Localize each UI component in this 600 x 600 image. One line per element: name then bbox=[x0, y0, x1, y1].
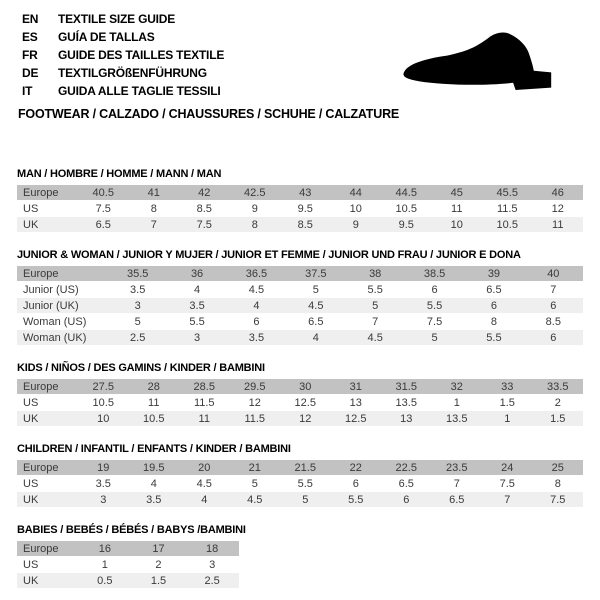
size-cell: 7.5 bbox=[179, 217, 230, 232]
size-cell: 27.5 bbox=[78, 379, 129, 394]
size-cell: 1 bbox=[78, 557, 132, 572]
size-cell: 5.5 bbox=[405, 298, 464, 313]
size-cell: 7 bbox=[129, 217, 180, 232]
size-cell: 8 bbox=[464, 314, 523, 329]
row-label: Woman (UK) bbox=[17, 330, 108, 345]
size-cell: 1.5 bbox=[482, 395, 533, 410]
size-cell: 45.5 bbox=[482, 185, 533, 200]
size-cell: 11.5 bbox=[179, 395, 230, 410]
size-cell: 36.5 bbox=[227, 266, 286, 281]
size-table-kids bbox=[17, 378, 583, 427]
size-cell: 5.5 bbox=[331, 492, 382, 507]
size-cell: 6 bbox=[524, 330, 583, 345]
size-table-man bbox=[17, 184, 583, 233]
size-cell: 19 bbox=[78, 460, 129, 475]
size-cell: 5 bbox=[405, 330, 464, 345]
size-cell: 0.5 bbox=[78, 573, 132, 588]
size-cell: 5 bbox=[108, 314, 167, 329]
row-label: US bbox=[17, 395, 78, 410]
row-label: US bbox=[17, 476, 78, 491]
section-title-kids: KIDS / NIÑOS / DES GAMINS / KINDER / BAMBINI bbox=[17, 362, 265, 374]
language-row-en bbox=[22, 10, 224, 28]
size-cell: 1.5 bbox=[132, 573, 186, 588]
row-label: Europe bbox=[17, 541, 78, 556]
size-cell: 1 bbox=[432, 395, 483, 410]
size-cell: 12.5 bbox=[280, 395, 331, 410]
size-cell: 4.5 bbox=[230, 492, 281, 507]
size-cell: 6.5 bbox=[286, 314, 345, 329]
size-table-babies bbox=[17, 540, 239, 589]
size-cell: 19.5 bbox=[129, 460, 180, 475]
size-cell: 6.5 bbox=[78, 217, 129, 232]
language-label: TEXTILE SIZE GUIDE bbox=[58, 12, 176, 26]
size-table-children bbox=[17, 459, 583, 508]
row-label: US bbox=[17, 557, 78, 572]
size-cell: 3 bbox=[108, 298, 167, 313]
table-row-junior-woman-2 bbox=[17, 298, 583, 313]
size-cell: 12 bbox=[230, 395, 281, 410]
size-cell: 4.5 bbox=[227, 282, 286, 297]
size-cell: 39 bbox=[464, 266, 523, 281]
size-cell: 8 bbox=[533, 476, 584, 491]
size-cell: 10 bbox=[78, 411, 129, 426]
size-table-section-kids bbox=[17, 362, 583, 427]
size-cell: 28 bbox=[129, 379, 180, 394]
size-cell: 9 bbox=[331, 217, 382, 232]
size-cell: 36 bbox=[167, 266, 226, 281]
size-cell: 4.5 bbox=[179, 476, 230, 491]
size-cell: 38 bbox=[346, 266, 405, 281]
size-cell: 21.5 bbox=[280, 460, 331, 475]
size-cell: 5.5 bbox=[346, 282, 405, 297]
size-cell: 3.5 bbox=[108, 282, 167, 297]
size-cell: 7.5 bbox=[482, 476, 533, 491]
size-cell: 7.5 bbox=[405, 314, 464, 329]
size-cell: 5.5 bbox=[167, 314, 226, 329]
row-label: UK bbox=[17, 573, 78, 588]
row-label: Woman (US) bbox=[17, 314, 108, 329]
size-cell: 6.5 bbox=[381, 476, 432, 491]
size-cell: 4.5 bbox=[346, 330, 405, 345]
size-cell: 31 bbox=[331, 379, 382, 394]
language-label: TEXTILGRÖßENFÜHRUNG bbox=[58, 66, 207, 80]
size-cell: 12 bbox=[280, 411, 331, 426]
table-row-babies-1 bbox=[17, 557, 239, 572]
section-title-man: MAN / HOMBRE / HOMME / MANN / MAN bbox=[17, 168, 222, 180]
size-cell: 8 bbox=[129, 201, 180, 216]
table-row-kids-0 bbox=[17, 379, 583, 394]
language-code: DE bbox=[22, 66, 39, 80]
language-row-de bbox=[22, 64, 224, 82]
size-cell: 9.5 bbox=[280, 201, 331, 216]
language-row-fr bbox=[22, 46, 224, 64]
size-cell: 2 bbox=[132, 557, 186, 572]
size-cell: 8.5 bbox=[280, 217, 331, 232]
size-table-section-junior-woman bbox=[17, 249, 583, 346]
section-title-children: CHILDREN / INFANTIL / ENFANTS / KINDER / BAMBINI bbox=[17, 443, 291, 455]
table-row-junior-woman-4 bbox=[17, 330, 583, 345]
size-cell: 23.5 bbox=[432, 460, 483, 475]
table-row-children-0 bbox=[17, 460, 583, 475]
size-cell: 12.5 bbox=[331, 411, 382, 426]
language-label: GUÍA DE TALLAS bbox=[58, 30, 155, 44]
table-row-children-2 bbox=[17, 492, 583, 507]
size-cell: 28.5 bbox=[179, 379, 230, 394]
size-cell: 44.5 bbox=[381, 185, 432, 200]
row-label: US bbox=[17, 201, 78, 216]
size-table-section-babies bbox=[17, 524, 583, 589]
size-cell: 30 bbox=[280, 379, 331, 394]
table-row-junior-woman-3 bbox=[17, 314, 583, 329]
size-cell: 11 bbox=[179, 411, 230, 426]
table-row-kids-2 bbox=[17, 411, 583, 426]
size-cell: 8 bbox=[230, 217, 281, 232]
section-title-junior-woman: JUNIOR & WOMAN / JUNIOR Y MUJER / JUNIOR ET FEMME / JUNIOR UND FRAU / JUNIOR E DONA bbox=[17, 249, 521, 261]
size-cell: 6.5 bbox=[464, 282, 523, 297]
size-cell: 5 bbox=[346, 298, 405, 313]
size-cell: 21 bbox=[230, 460, 281, 475]
language-row-es bbox=[22, 28, 224, 46]
size-cell: 3 bbox=[167, 330, 226, 345]
size-cell: 31.5 bbox=[381, 379, 432, 394]
table-row-man-2 bbox=[17, 217, 583, 232]
size-cell: 5 bbox=[280, 492, 331, 507]
size-cell: 3 bbox=[78, 492, 129, 507]
size-cell: 22.5 bbox=[381, 460, 432, 475]
size-table-section-children bbox=[17, 443, 583, 508]
size-cell: 13.5 bbox=[432, 411, 483, 426]
size-cell: 6 bbox=[524, 298, 583, 313]
size-cell: 4.5 bbox=[286, 298, 345, 313]
size-cell: 5.5 bbox=[464, 330, 523, 345]
size-cell: 17 bbox=[132, 541, 186, 556]
size-cell: 11.5 bbox=[230, 411, 281, 426]
language-label: GUIDE DES TAILLES TEXTILE bbox=[58, 48, 225, 62]
language-code: EN bbox=[22, 12, 39, 26]
size-cell: 10.5 bbox=[381, 201, 432, 216]
size-cell: 3.5 bbox=[129, 492, 180, 507]
size-cell: 5 bbox=[230, 476, 281, 491]
size-cell: 12 bbox=[533, 201, 584, 216]
table-row-junior-woman-0 bbox=[17, 266, 583, 281]
size-cell: 2 bbox=[533, 395, 584, 410]
size-cell: 40.5 bbox=[78, 185, 129, 200]
row-label: Europe bbox=[17, 379, 78, 394]
size-cell: 5.5 bbox=[280, 476, 331, 491]
size-cell: 1 bbox=[482, 411, 533, 426]
table-row-man-0 bbox=[17, 185, 583, 200]
row-label: UK bbox=[17, 217, 78, 232]
size-cell: 43 bbox=[280, 185, 331, 200]
size-cell: 10.5 bbox=[482, 217, 533, 232]
size-cell: 44 bbox=[331, 185, 382, 200]
size-cell: 33 bbox=[482, 379, 533, 394]
size-cell: 7 bbox=[346, 314, 405, 329]
size-cell: 4 bbox=[167, 282, 226, 297]
size-cell: 3.5 bbox=[227, 330, 286, 345]
size-cell: 32 bbox=[432, 379, 483, 394]
size-cell: 4 bbox=[227, 298, 286, 313]
row-label: Europe bbox=[17, 460, 78, 475]
table-row-babies-2 bbox=[17, 573, 239, 588]
size-cell: 40 bbox=[524, 266, 583, 281]
category-line: FOOTWEAR / CALZADO / CHAUSSURES / SCHUHE / CALZATURE bbox=[18, 107, 400, 121]
size-cell: 38.5 bbox=[405, 266, 464, 281]
size-cell: 25 bbox=[533, 460, 584, 475]
size-cell: 8.5 bbox=[179, 201, 230, 216]
size-cell: 3.5 bbox=[78, 476, 129, 491]
row-label: Junior (UK) bbox=[17, 298, 108, 313]
row-label: Europe bbox=[17, 185, 78, 200]
size-cell: 5 bbox=[286, 282, 345, 297]
size-cell: 2.5 bbox=[185, 573, 239, 588]
size-cell: 7.5 bbox=[78, 201, 129, 216]
table-row-children-1 bbox=[17, 476, 583, 491]
size-cell: 41 bbox=[129, 185, 180, 200]
section-title-babies: BABIES / BEBÉS / BÉBÉS / BABYS /BAMBINI bbox=[17, 524, 246, 536]
table-row-babies-0 bbox=[17, 541, 239, 556]
shoe-silhouette-path bbox=[403, 33, 551, 90]
size-cell: 6 bbox=[227, 314, 286, 329]
size-tables bbox=[17, 168, 583, 589]
size-cell: 10.5 bbox=[129, 411, 180, 426]
size-cell: 29.5 bbox=[230, 379, 281, 394]
size-cell: 46 bbox=[533, 185, 584, 200]
size-cell: 7.5 bbox=[533, 492, 584, 507]
size-cell: 7 bbox=[482, 492, 533, 507]
size-cell: 11 bbox=[533, 217, 584, 232]
size-table-junior-woman bbox=[17, 265, 583, 346]
size-cell: 4 bbox=[179, 492, 230, 507]
size-cell: 4 bbox=[286, 330, 345, 345]
size-cell: 3 bbox=[185, 557, 239, 572]
size-cell: 35.5 bbox=[108, 266, 167, 281]
size-cell: 13 bbox=[331, 395, 382, 410]
size-cell: 2.5 bbox=[108, 330, 167, 345]
language-code: ES bbox=[22, 30, 38, 44]
size-cell: 11.5 bbox=[482, 201, 533, 216]
size-cell: 7 bbox=[432, 476, 483, 491]
size-cell: 20 bbox=[179, 460, 230, 475]
size-cell: 37.5 bbox=[286, 266, 345, 281]
size-cell: 7 bbox=[524, 282, 583, 297]
language-code: IT bbox=[22, 84, 33, 98]
row-label: Europe bbox=[17, 266, 108, 281]
size-cell: 24 bbox=[482, 460, 533, 475]
size-cell: 6 bbox=[381, 492, 432, 507]
size-cell: 13 bbox=[381, 411, 432, 426]
language-row-it bbox=[22, 82, 224, 100]
size-cell: 6 bbox=[464, 298, 523, 313]
size-cell: 4 bbox=[129, 476, 180, 491]
size-cell: 6.5 bbox=[432, 492, 483, 507]
row-label: UK bbox=[17, 411, 78, 426]
size-cell: 9 bbox=[230, 201, 281, 216]
size-cell: 42 bbox=[179, 185, 230, 200]
table-row-kids-1 bbox=[17, 395, 583, 410]
shoe-icon bbox=[394, 26, 576, 98]
language-list bbox=[22, 10, 224, 100]
size-cell: 10 bbox=[432, 217, 483, 232]
size-cell: 8.5 bbox=[524, 314, 583, 329]
table-row-man-1 bbox=[17, 201, 583, 216]
size-cell: 6 bbox=[331, 476, 382, 491]
language-code: FR bbox=[22, 48, 38, 62]
size-cell: 42.5 bbox=[230, 185, 281, 200]
size-table-section-man bbox=[17, 168, 583, 233]
size-cell: 3.5 bbox=[167, 298, 226, 313]
size-cell: 22 bbox=[331, 460, 382, 475]
language-label: GUIDA ALLE TAGLIE TESSILI bbox=[58, 84, 221, 98]
size-cell: 6 bbox=[405, 282, 464, 297]
table-row-junior-woman-1 bbox=[17, 282, 583, 297]
size-cell: 10 bbox=[331, 201, 382, 216]
size-cell: 1.5 bbox=[533, 411, 584, 426]
size-cell: 11 bbox=[129, 395, 180, 410]
row-label: Junior (US) bbox=[17, 282, 108, 297]
size-cell: 9.5 bbox=[381, 217, 432, 232]
row-label: UK bbox=[17, 492, 78, 507]
size-cell: 33.5 bbox=[533, 379, 584, 394]
size-cell: 11 bbox=[432, 201, 483, 216]
size-cell: 10.5 bbox=[78, 395, 129, 410]
size-cell: 13.5 bbox=[381, 395, 432, 410]
size-cell: 45 bbox=[432, 185, 483, 200]
size-cell: 18 bbox=[185, 541, 239, 556]
size-cell: 16 bbox=[78, 541, 132, 556]
